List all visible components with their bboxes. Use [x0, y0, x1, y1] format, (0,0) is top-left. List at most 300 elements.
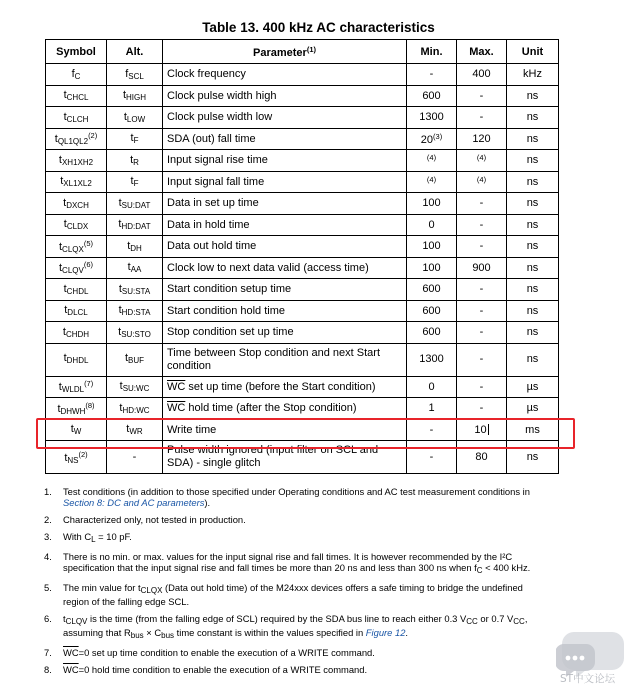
note-number: 2. — [44, 514, 52, 525]
max-cell — [457, 398, 507, 420]
unit-cell: ns — [507, 85, 559, 107]
parameter-cell — [163, 257, 407, 279]
note-fragment: With C — [63, 531, 92, 542]
min-cell — [407, 64, 457, 86]
note-item — [44, 582, 544, 607]
alt-subscript: HD:STA — [121, 308, 151, 318]
parameter-overline: $\overline{WC}$ — [167, 380, 186, 393]
unit-cell: kHz — [507, 64, 559, 86]
symbol-cell — [46, 279, 107, 301]
alt-cell — [107, 193, 163, 215]
max-cell — [457, 214, 507, 236]
symbol-subscript: CLQX — [62, 244, 84, 254]
note-fragment: There is no min. or max. values for the input signal rise and fall times. It is however recommended by the I²C specification that the input signal rise and fall times be more than 20 ns and less than 300 ns when f — [63, 551, 513, 573]
symbol-cell — [46, 257, 107, 279]
note-number: 3. — [44, 531, 52, 542]
symbol-subscript: CLQV — [62, 266, 84, 276]
note-fragment: time constant is within the values specified in — [174, 627, 366, 638]
unit-cell: ns — [507, 343, 559, 376]
note-number: 7. — [44, 647, 52, 658]
table-row — [46, 107, 559, 129]
unit-cell: ns — [507, 128, 559, 150]
table-header-row — [46, 40, 559, 64]
min-cell — [407, 279, 457, 301]
max-value: 80 — [475, 450, 488, 463]
parameter-cell — [163, 376, 407, 398]
symbol-cell — [46, 343, 107, 376]
alt-subscript: SCL — [128, 71, 144, 81]
alt-cell — [107, 279, 163, 301]
alt-subscript: SU:STO — [121, 329, 151, 339]
parameter-cell — [163, 236, 407, 258]
min-value: 100 — [422, 240, 441, 253]
alt-main: t — [118, 282, 122, 295]
note-fragment: . — [405, 627, 409, 638]
min-value: 600 — [422, 283, 441, 296]
parameter-text: Start condition hold time — [167, 304, 286, 317]
alt-subscript: BUF — [128, 356, 145, 365]
symbol-cell — [46, 398, 107, 420]
parameter-cell — [163, 64, 407, 86]
note-text — [63, 613, 544, 641]
note-subscript: L — [91, 535, 96, 544]
max-value: 900 — [472, 261, 491, 274]
parameter-text: Clock frequency — [167, 68, 246, 81]
parameter-cell — [163, 322, 407, 344]
symbol-note: (5) — [83, 238, 94, 248]
symbol-subscript: CHDL — [66, 286, 89, 296]
parameter-text: Start condition setup time — [167, 283, 292, 296]
table-row — [46, 128, 559, 150]
symbol-main: t — [58, 381, 62, 394]
note-link: Figure 12 — [365, 627, 406, 638]
parameter-text: Clock pulse width high — [167, 89, 277, 102]
min-value: 0 — [428, 218, 435, 231]
note-fragment: Test conditions (in addition to those specified under Operating conditions and AC test measurement conditions in — [63, 486, 530, 497]
note-fragment: ). — [204, 497, 211, 508]
min-cell — [407, 257, 457, 279]
max-value: - — [479, 111, 484, 124]
alt-subscript: SU:DAT — [121, 200, 151, 210]
alt-main: t — [127, 239, 131, 252]
min-cell — [407, 376, 457, 398]
parameter-text: Clock pulse width low — [167, 111, 273, 124]
note-item — [44, 486, 544, 508]
header-alt: Alt. — [107, 40, 163, 64]
alt-cell — [107, 322, 163, 344]
alt-subscript: LOW — [126, 114, 146, 124]
parameter-text: Write time — [167, 423, 217, 436]
alt-main: t — [130, 153, 134, 166]
symbol-cell — [46, 236, 107, 258]
note-text — [63, 514, 544, 525]
note-link: Section 8: DC and AC parameters — [63, 497, 205, 508]
alt-subscript: HD:WC — [122, 405, 150, 415]
min-cell — [407, 322, 457, 344]
header-parameter — [163, 40, 407, 64]
note-item — [44, 647, 544, 658]
ac-characteristics-table — [45, 39, 559, 474]
min-value: 1300 — [419, 353, 444, 365]
parameter-cell — [163, 128, 407, 150]
note-subscript: CLQV — [65, 617, 88, 626]
note-fragment: < 400 kHz. — [482, 562, 531, 573]
alt-main: t — [130, 132, 134, 145]
unit-cell: ns — [507, 257, 559, 279]
symbol-main: t — [58, 240, 63, 253]
min-cell — [407, 343, 457, 376]
max-value: 10 — [474, 423, 487, 436]
note-number: 6. — [44, 613, 52, 624]
max-cell — [457, 107, 507, 129]
max-value: - — [479, 218, 484, 231]
symbol-cell — [46, 376, 107, 398]
table-title: Table 13. 400 kHz AC characteristics — [202, 20, 435, 35]
alt-subscript: AA — [130, 265, 142, 275]
symbol-cell — [46, 85, 107, 107]
max-cell — [457, 300, 507, 322]
alt-main: t — [118, 304, 122, 317]
header-parameter-label: Parameter — [253, 46, 307, 59]
header-unit: Unit — [507, 40, 559, 64]
note-subscript: CLQX — [140, 586, 163, 595]
max-value: - — [479, 402, 484, 415]
table-row — [46, 193, 559, 215]
alt-main: t — [119, 380, 123, 393]
symbol-cell — [46, 300, 107, 322]
table-row — [46, 441, 559, 474]
table-row — [46, 214, 559, 236]
note-fragment: × C — [143, 627, 162, 638]
symbol-main: t — [63, 352, 67, 364]
note-fragment: =0 hold time condition to enable the execution of a WRITE command. — [78, 664, 368, 675]
unit-cell: ns — [507, 150, 559, 172]
unit-cell: ns — [507, 171, 559, 193]
unit-cell: ns — [507, 300, 559, 322]
max-cell — [457, 376, 507, 398]
parameter-cell — [163, 419, 407, 441]
min-cell — [407, 441, 457, 474]
alt-main: - — [132, 450, 137, 463]
max-cell — [457, 279, 507, 301]
note-number: 8. — [44, 664, 52, 675]
parameter-cell — [163, 300, 407, 322]
symbol-main: t — [54, 133, 58, 146]
max-cell — [457, 441, 507, 474]
parameter-cell — [163, 214, 407, 236]
parameter-cell — [163, 150, 407, 172]
symbol-cell — [46, 171, 107, 193]
watermark-text: ST中文论坛 — [560, 673, 616, 685]
note-item — [44, 514, 544, 525]
table-row — [46, 257, 559, 279]
table-row — [46, 419, 559, 441]
header-parameter-note: (1) — [306, 44, 316, 54]
note-subscript: bus — [130, 631, 144, 640]
note-fragment: (Data out hold time) of the M24xxx devices offers a safe timing to bridge the undefined region of the falling edge SCL. — [63, 582, 523, 607]
min-value: 1300 — [419, 111, 444, 124]
parameter-text: Input signal fall time — [167, 175, 265, 188]
alt-subscript: HIGH — [126, 93, 147, 103]
symbol-subscript: DLCL — [67, 308, 88, 318]
alt-cell — [107, 300, 163, 322]
note-fragment: is the time (from the falling edge of SCL) required by the SDA bus line to reach either 0.3 V — [87, 613, 467, 624]
unit-cell: ns — [507, 107, 559, 129]
symbol-subscript: DXCH — [66, 200, 89, 210]
max-cell — [457, 64, 507, 86]
symbol-subscript: CLCH — [66, 114, 89, 124]
parameter-text: Input signal rise time — [167, 154, 268, 167]
alt-main: t — [126, 423, 130, 436]
note-subscript: CC — [466, 617, 478, 626]
note-number: 5. — [44, 582, 52, 593]
alt-subscript: WR — [129, 427, 143, 437]
parameter-cell — [163, 193, 407, 215]
note-fragment: The min value for t — [63, 582, 141, 593]
symbol-cell — [46, 214, 107, 236]
alt-subscript: F — [133, 136, 139, 146]
note-subscript: bus — [161, 631, 175, 640]
symbol-note: (6) — [83, 260, 94, 270]
min-cell — [407, 150, 457, 172]
symbol-note: (2) — [88, 131, 98, 141]
alt-main: t — [118, 325, 122, 338]
unit-cell: ns — [507, 193, 559, 215]
note-text — [63, 531, 544, 545]
symbol-subscript: CHCL — [66, 93, 89, 103]
note-subscript: C — [476, 566, 483, 575]
note-text — [63, 486, 544, 508]
symbol-main: t — [63, 196, 67, 209]
parameter-text: Data in set up time — [167, 197, 259, 210]
alt-main: t — [124, 352, 129, 364]
table-row — [46, 85, 559, 107]
note-text — [63, 664, 544, 675]
symbol-main: t — [63, 218, 67, 231]
max-value: - — [479, 240, 484, 253]
alt-cell — [107, 441, 163, 474]
parameter-cell — [163, 441, 407, 474]
parameter-text: Data in hold time — [167, 218, 250, 231]
min-value: 600 — [422, 326, 441, 339]
min-value: 600 — [422, 304, 441, 317]
min-cell — [407, 214, 457, 236]
table-row — [46, 150, 559, 172]
note-number: 1. — [44, 486, 52, 497]
note-number: 4. — [44, 551, 52, 562]
table-row — [46, 171, 559, 193]
alt-cell — [107, 398, 163, 420]
min-value: 0 — [428, 380, 435, 393]
max-cell — [457, 257, 507, 279]
alt-main: t — [118, 196, 122, 209]
parameter-text: set up time (before the Start condition) — [185, 380, 376, 393]
symbol-cell — [46, 128, 107, 150]
symbol-main: t — [58, 153, 62, 166]
max-value: - — [479, 89, 484, 102]
symbol-main: t — [62, 325, 66, 338]
unit-cell: ms — [507, 419, 559, 441]
alt-cell — [107, 214, 163, 236]
note-item — [44, 664, 544, 675]
min-cell — [407, 193, 457, 215]
max-value: 400 — [472, 68, 491, 81]
symbol-subscript: CHDH — [65, 329, 90, 339]
min-value: - — [429, 423, 434, 436]
parameter-cell — [163, 171, 407, 193]
symbol-main: t — [70, 423, 74, 436]
symbol-cell — [46, 193, 107, 215]
parameter-cell — [163, 107, 407, 129]
alt-main: t — [122, 89, 127, 102]
min-cell — [407, 128, 457, 150]
parameter-text: Pulse width ignored (input filter on SCL and SDA) - single glitch — [167, 444, 379, 469]
max-cell — [457, 322, 507, 344]
symbol-subscript: XH1XH2 — [61, 157, 94, 167]
max-cell — [457, 85, 507, 107]
min-note: (4) — [426, 174, 437, 184]
alt-cell — [107, 128, 163, 150]
unit-cell: ns — [507, 441, 559, 474]
symbol-note: (2) — [78, 449, 88, 459]
min-note: (3) — [433, 131, 443, 141]
note-fragment: = 10 pF. — [95, 531, 132, 542]
alt-cell — [107, 343, 163, 376]
alt-cell — [107, 236, 163, 258]
symbol-cell — [46, 441, 107, 474]
symbol-subscript: CLDX — [66, 222, 89, 232]
alt-main: t — [130, 175, 134, 188]
table-row — [46, 64, 559, 86]
alt-cell — [107, 150, 163, 172]
max-value: - — [479, 283, 484, 296]
table-row — [46, 376, 559, 398]
symbol-cell — [46, 107, 107, 129]
max-note: (4) — [476, 153, 487, 163]
max-value: - — [479, 353, 484, 365]
table-row — [46, 322, 559, 344]
min-cell — [407, 398, 457, 420]
alt-cell — [107, 419, 163, 441]
parameter-cell — [163, 398, 407, 420]
symbol-main: t — [58, 262, 63, 275]
table-row — [46, 236, 559, 258]
symbol-note: (8) — [85, 400, 95, 410]
symbol-cell — [46, 419, 107, 441]
min-cell — [407, 236, 457, 258]
symbol-cell — [46, 322, 107, 344]
parameter-text: Data out hold time — [167, 240, 257, 253]
symbol-subscript: C — [74, 71, 81, 81]
unit-cell: ns — [507, 236, 559, 258]
symbol-note: (7) — [84, 379, 94, 389]
min-value: 1 — [428, 402, 435, 415]
symbol-cell — [46, 64, 107, 86]
symbol-subscript: QL1QL2 — [57, 137, 89, 147]
max-value: 120 — [472, 132, 491, 145]
symbol-subscript: W — [73, 427, 82, 437]
parameter-text: hold time (after the Stop condition) — [185, 402, 357, 415]
min-value: - — [429, 450, 434, 463]
min-cell — [407, 300, 457, 322]
min-cell — [407, 171, 457, 193]
alt-cell — [107, 107, 163, 129]
symbol-main: t — [64, 451, 68, 464]
symbol-main: t — [63, 89, 67, 102]
symbol-main: t — [63, 110, 67, 123]
unit-cell: ns — [507, 214, 559, 236]
max-cell — [457, 419, 507, 441]
min-note: (4) — [426, 153, 437, 163]
table-body — [46, 64, 559, 474]
parameter-text: SDA (out) fall time — [167, 132, 256, 145]
min-value: 100 — [422, 197, 441, 210]
header-symbol: Symbol — [46, 40, 107, 64]
symbol-subscript: WLDL — [61, 385, 85, 395]
min-value: 20 — [420, 133, 434, 146]
table-row — [46, 279, 559, 301]
note-text — [63, 647, 544, 658]
max-value: - — [479, 380, 484, 393]
parameter-text: Clock low to next data valid (access time) — [167, 261, 369, 274]
note-subscript: CC — [513, 617, 525, 626]
max-note: (4) — [476, 174, 487, 184]
note-fragment: =0 set up time condition to enable the execution of a WRITE command. — [78, 647, 375, 658]
symbol-subscript: DHWH — [60, 406, 86, 416]
alt-cell — [107, 376, 163, 398]
unit-cell: ns — [507, 279, 559, 301]
text-cursor — [488, 424, 489, 435]
max-cell — [457, 236, 507, 258]
symbol-subscript: NS — [67, 455, 79, 465]
max-cell — [457, 193, 507, 215]
min-cell — [407, 107, 457, 129]
symbol-cell — [46, 150, 107, 172]
parameter-cell — [163, 85, 407, 107]
unit-cell: ns — [507, 322, 559, 344]
alt-cell — [107, 85, 163, 107]
alt-subscript: R — [133, 157, 139, 167]
alt-subscript: HD:DAT — [121, 222, 151, 232]
symbol-main: f — [71, 67, 75, 80]
parameter-overline: $\overline{WC}$ — [167, 402, 186, 415]
table-row — [46, 398, 559, 420]
symbol-subscript: DHDL — [66, 356, 89, 365]
min-value: 600 — [422, 89, 441, 102]
alt-main: f — [125, 67, 129, 80]
alt-main: t — [127, 261, 131, 274]
alt-main: t — [118, 218, 122, 231]
note-item — [44, 613, 544, 641]
note-text — [63, 582, 544, 607]
note-overline: $\overline{WC}$ — [63, 664, 79, 675]
max-value: - — [479, 304, 484, 317]
parameter-cell — [163, 343, 407, 376]
alt-subscript: DH — [130, 243, 142, 253]
symbol-main: t — [57, 402, 61, 415]
alt-subscript: SU:WC — [122, 384, 150, 394]
min-value: 100 — [422, 261, 441, 274]
note-fragment: or 0.7 V — [477, 613, 514, 624]
max-cell — [457, 150, 507, 172]
min-value: - — [429, 68, 434, 81]
max-cell — [457, 343, 507, 376]
note-overline: $\overline{WC}$ — [63, 647, 79, 658]
symbol-main: t — [60, 175, 64, 188]
alt-subscript: F — [133, 179, 139, 189]
table-row — [46, 343, 559, 376]
alt-cell — [107, 171, 163, 193]
